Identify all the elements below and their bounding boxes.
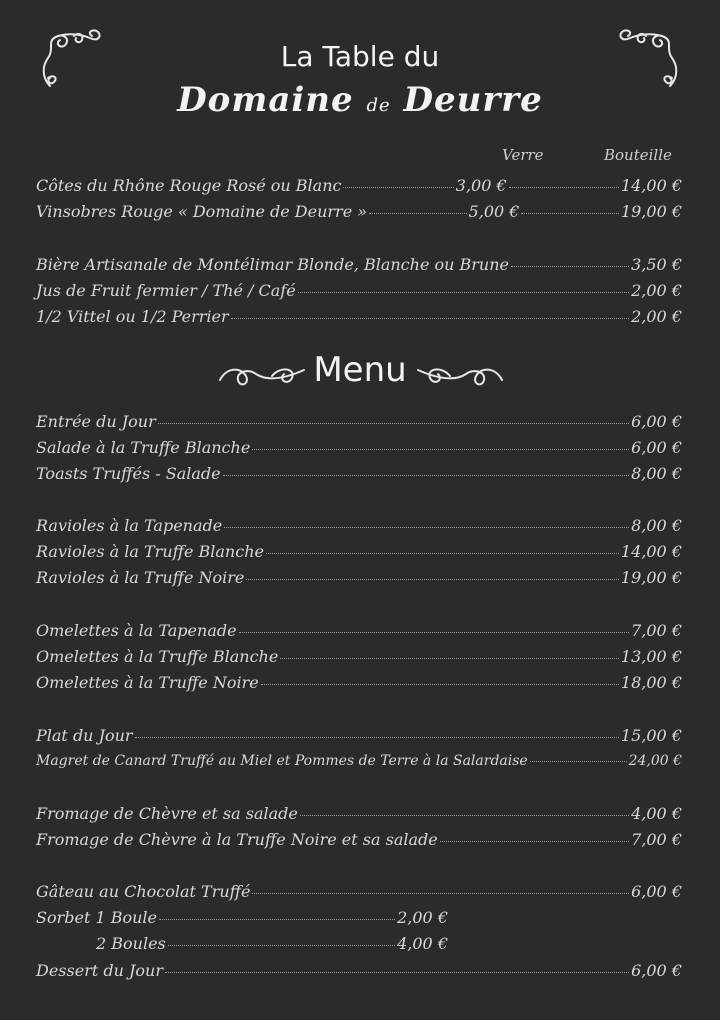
menu-item	[36, 961, 682, 980]
item-name: Plat du Jour	[36, 726, 133, 745]
menu-item	[36, 673, 682, 692]
item-name: Magret de Canard Truffé au Miel et Pommes de Terre à la Salardaise	[36, 753, 528, 769]
item-name: Dessert du Jour	[36, 961, 163, 980]
dot-leader	[165, 972, 629, 973]
dot-leader	[343, 187, 453, 188]
item-name: Toasts Truffés - Salade	[36, 464, 221, 483]
item-name: Omelettes à la Truffe Noire	[36, 673, 259, 692]
dot-leader	[521, 213, 619, 214]
dot-leader	[280, 658, 619, 659]
menu-item	[36, 908, 448, 927]
restaurant-title	[0, 80, 720, 120]
dot-leader	[509, 187, 619, 188]
item-price: 24,00 €	[628, 753, 682, 769]
drink-row	[36, 307, 682, 326]
item-name: Omelettes à la Truffe Blanche	[36, 647, 279, 666]
title-word-deurre: Deurre	[403, 80, 543, 120]
column-header-glass: Verre	[502, 146, 544, 164]
item-name: Ravioles à la Tapenade	[36, 516, 223, 535]
menu-item	[36, 830, 682, 849]
menu-item	[36, 753, 682, 769]
title-line-1: La Table du	[280, 40, 440, 73]
bottle-price: 19,00 €	[620, 202, 683, 221]
dot-leader	[158, 423, 629, 424]
menu-item	[36, 621, 682, 640]
dot-leader	[135, 737, 619, 738]
menu-item	[36, 412, 682, 431]
dot-leader	[168, 945, 395, 946]
item-price: 6,00 €	[631, 438, 682, 457]
bottle-price: 14,00 €	[620, 176, 683, 195]
item-price: 18,00 €	[620, 673, 682, 692]
title-word-domaine: Domaine	[177, 80, 354, 120]
dot-leader	[246, 579, 619, 580]
dot-leader	[252, 893, 629, 894]
dot-leader	[223, 475, 629, 476]
dot-leader	[224, 527, 629, 528]
item-name: 1/2 Vittel ou 1/2 Perrier	[36, 307, 229, 326]
item-price: 8,00 €	[631, 516, 682, 535]
item-price: 2,00 €	[631, 281, 682, 300]
menu-heading: Menu	[313, 350, 407, 390]
item-price: 13,00 €	[620, 647, 682, 666]
item-price: 7,00 €	[631, 621, 682, 640]
item-name: Côtes du Rhône Rouge Rosé ou Blanc	[36, 176, 342, 195]
menu-item	[36, 464, 682, 483]
menu-item	[36, 542, 682, 561]
menu-item	[96, 934, 448, 953]
item-name: Entrée du Jour	[36, 412, 156, 431]
item-name: Vinsobres Rouge « Domaine de Deurre »	[36, 202, 368, 221]
item-name: Fromage de Chèvre à la Truffe Noire et sa salade	[36, 830, 438, 849]
dot-leader	[300, 815, 629, 816]
item-price: 15,00 €	[620, 726, 682, 745]
dot-leader	[239, 632, 630, 633]
item-price: 3,50 €	[631, 255, 682, 274]
dot-leader	[231, 318, 629, 319]
wine-row	[36, 202, 682, 221]
item-price: 4,00 €	[397, 934, 448, 953]
dot-leader	[440, 841, 629, 842]
item-name: Sorbet 1 Boule	[36, 908, 158, 927]
item-price: 7,00 €	[631, 830, 682, 849]
glass-price: 3,00 €	[455, 176, 507, 195]
item-price: 14,00 €	[620, 542, 682, 561]
dot-leader	[369, 213, 467, 214]
menu-item	[36, 882, 682, 901]
column-header-bottle: Bouteille	[604, 146, 672, 164]
menu-item	[36, 516, 682, 535]
item-price: 6,00 €	[631, 412, 682, 431]
drink-row	[36, 255, 682, 274]
menu-item	[36, 804, 682, 823]
dot-leader	[298, 292, 629, 293]
menu-item	[36, 647, 682, 666]
item-name: Gâteau au Chocolat Truffé	[36, 882, 251, 901]
item-name: Bière Artisanale de Montélimar Blonde, Blanche ou Brune	[36, 255, 509, 274]
menu-item	[36, 726, 682, 745]
item-price: 2,00 €	[397, 908, 448, 927]
item-name: 2 Boules	[96, 934, 166, 953]
wine-row	[36, 176, 682, 195]
dot-leader	[511, 266, 629, 267]
dot-leader	[252, 449, 629, 450]
item-name: Fromage de Chèvre et sa salade	[36, 804, 298, 823]
item-name: Jus de Fruit fermier / Thé / Café	[36, 281, 296, 300]
item-price: 4,00 €	[631, 804, 682, 823]
drink-row	[36, 281, 682, 300]
item-price: 19,00 €	[620, 568, 682, 587]
item-price: 8,00 €	[631, 464, 682, 483]
dot-leader	[266, 553, 619, 554]
item-name: Ravioles à la Truffe Noire	[36, 568, 245, 587]
item-name: Ravioles à la Truffe Blanche	[36, 542, 264, 561]
dot-leader	[159, 919, 395, 920]
dot-leader	[261, 684, 619, 685]
item-price: 2,00 €	[631, 307, 682, 326]
item-name: Omelettes à la Tapenade	[36, 621, 237, 640]
swirl-right-icon	[414, 358, 506, 394]
menu-item	[36, 438, 682, 457]
dot-leader	[530, 761, 627, 762]
item-name: Salade à la Truffe Blanche	[36, 438, 251, 457]
menu-item	[36, 568, 682, 587]
glass-price: 5,00 €	[468, 202, 520, 221]
title-word-de: de	[366, 95, 391, 116]
item-price: 6,00 €	[631, 961, 682, 980]
item-price: 6,00 €	[631, 882, 682, 901]
